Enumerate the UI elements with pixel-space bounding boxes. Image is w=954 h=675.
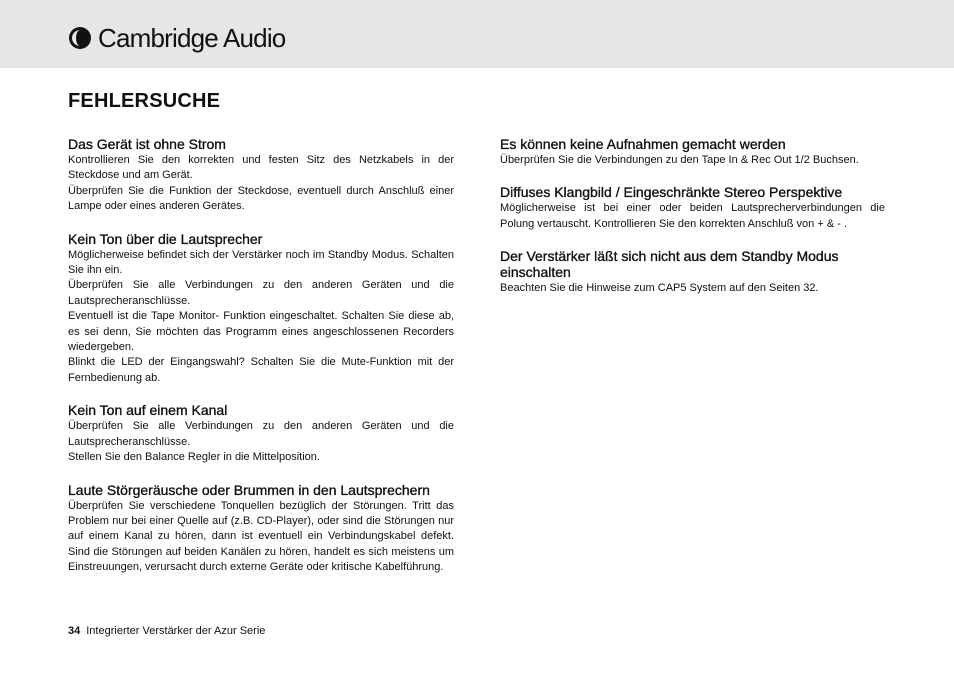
section-no-recording: [500, 136, 885, 168]
page-number: 34: [68, 625, 81, 637]
section-text: Überprüfen Sie alle Verbindungen zu den anderen Geräten und die Lautsprecheranschlüsse.: [68, 420, 454, 448]
section-text: Beachten Sie die Hinweise zum CAP5 System auf den Seiten 32.: [500, 282, 819, 295]
section-text: Überprüfen Sie die Funktion der Steckdose, eventuell durch Anschluß einer Lampe oder eines anderen Gerätes.: [68, 184, 454, 213]
section-text: Blinkt die LED der Eingangswahl? Schalten Sie die Mute-Funktion mit der Fernbedienung ab.: [68, 356, 454, 384]
right-column: [500, 136, 885, 313]
page-header: [0, 0, 954, 68]
section-no-sound-speakers: [68, 231, 454, 387]
section-text: Überprüfen Sie die Verbindungen zu den Tape In & Rec Out 1/2 Buchsen.: [500, 154, 859, 166]
section-heading: Laute Störgeräusche oder Brummen in den Lautsprechern: [68, 481, 430, 498]
cambridge-audio-logo-icon: [68, 26, 92, 50]
section-heading: Es können keine Aufnahmen gemacht werden: [500, 136, 786, 152]
left-column: [68, 136, 454, 592]
page-footer: [68, 625, 265, 637]
section-text: Überprüfen Sie alle Verbindungen zu den anderen Geräten und die Lautsprecheranschlüsse.: [68, 279, 454, 307]
section-heading: Diffuses Klangbild / Eingeschränkte Stereo Perspektive: [500, 184, 843, 201]
section-text: Möglicherweise befindet sich der Verstärker noch im Standby Modus. Schalten Sie ihn ein.: [68, 248, 454, 277]
section-no-power: [68, 136, 454, 215]
section-heading: Kein Ton auf einem Kanal: [68, 402, 228, 419]
section-heading: Kein Ton über die Lautsprecher: [68, 230, 263, 247]
section-text: Möglicherweise ist bei einer oder beiden Lautsprecherverbindungen die Polung vertauscht. Kontrollieren Sie den korrekten Anschluß von + & - .: [500, 202, 885, 230]
section-heading: Das Gerät ist ohne Strom: [68, 136, 226, 152]
section-standby: [500, 248, 885, 296]
section-text: Überprüfen Sie verschiedene Tonquellen bezüglich der Störungen. Tritt das Problem nur bei einer Quelle auf (z.B. CD-Player), oder sind die Störungen nur auf einem Kanal zu hören, dann ist eventuell ein Verbindungskabel defekt. Sind die Störungen auf beiden Kanälen zu hören, handelt es sich meistens um Einstreuungen, verursacht durch externe Geräte oder kritische Kabelführung.: [68, 499, 454, 574]
brand-name: Cambridge Audio: [98, 22, 286, 53]
page-title: FEHLERSUCHE: [68, 90, 221, 112]
section-diffuse-sound: [500, 184, 885, 232]
section-no-sound-one-channel: [68, 402, 454, 465]
brand-logo: [68, 22, 285, 54]
section-text: Eventuell ist die Tape Monitor- Funktion eingeschaltet. Schalten Sie diese ab, es sei denn, Sie möchten das Programm eines angeschlossenen Recorders wiedergeben.: [68, 310, 454, 354]
section-text: Stellen Sie den Balance Regler in die Mittelposition.: [68, 451, 320, 464]
section-heading: Der Verstärker läßt sich nicht aus dem Standby Modus einschalten: [500, 248, 839, 281]
section-noise-hum: [68, 482, 454, 576]
footer-text: Integrierter Verstärker der Azur Serie: [86, 625, 266, 637]
section-text: Kontrollieren Sie den korrekten und festen Sitz des Netzkabels in der Steckdose und am Gerät.: [68, 154, 454, 182]
